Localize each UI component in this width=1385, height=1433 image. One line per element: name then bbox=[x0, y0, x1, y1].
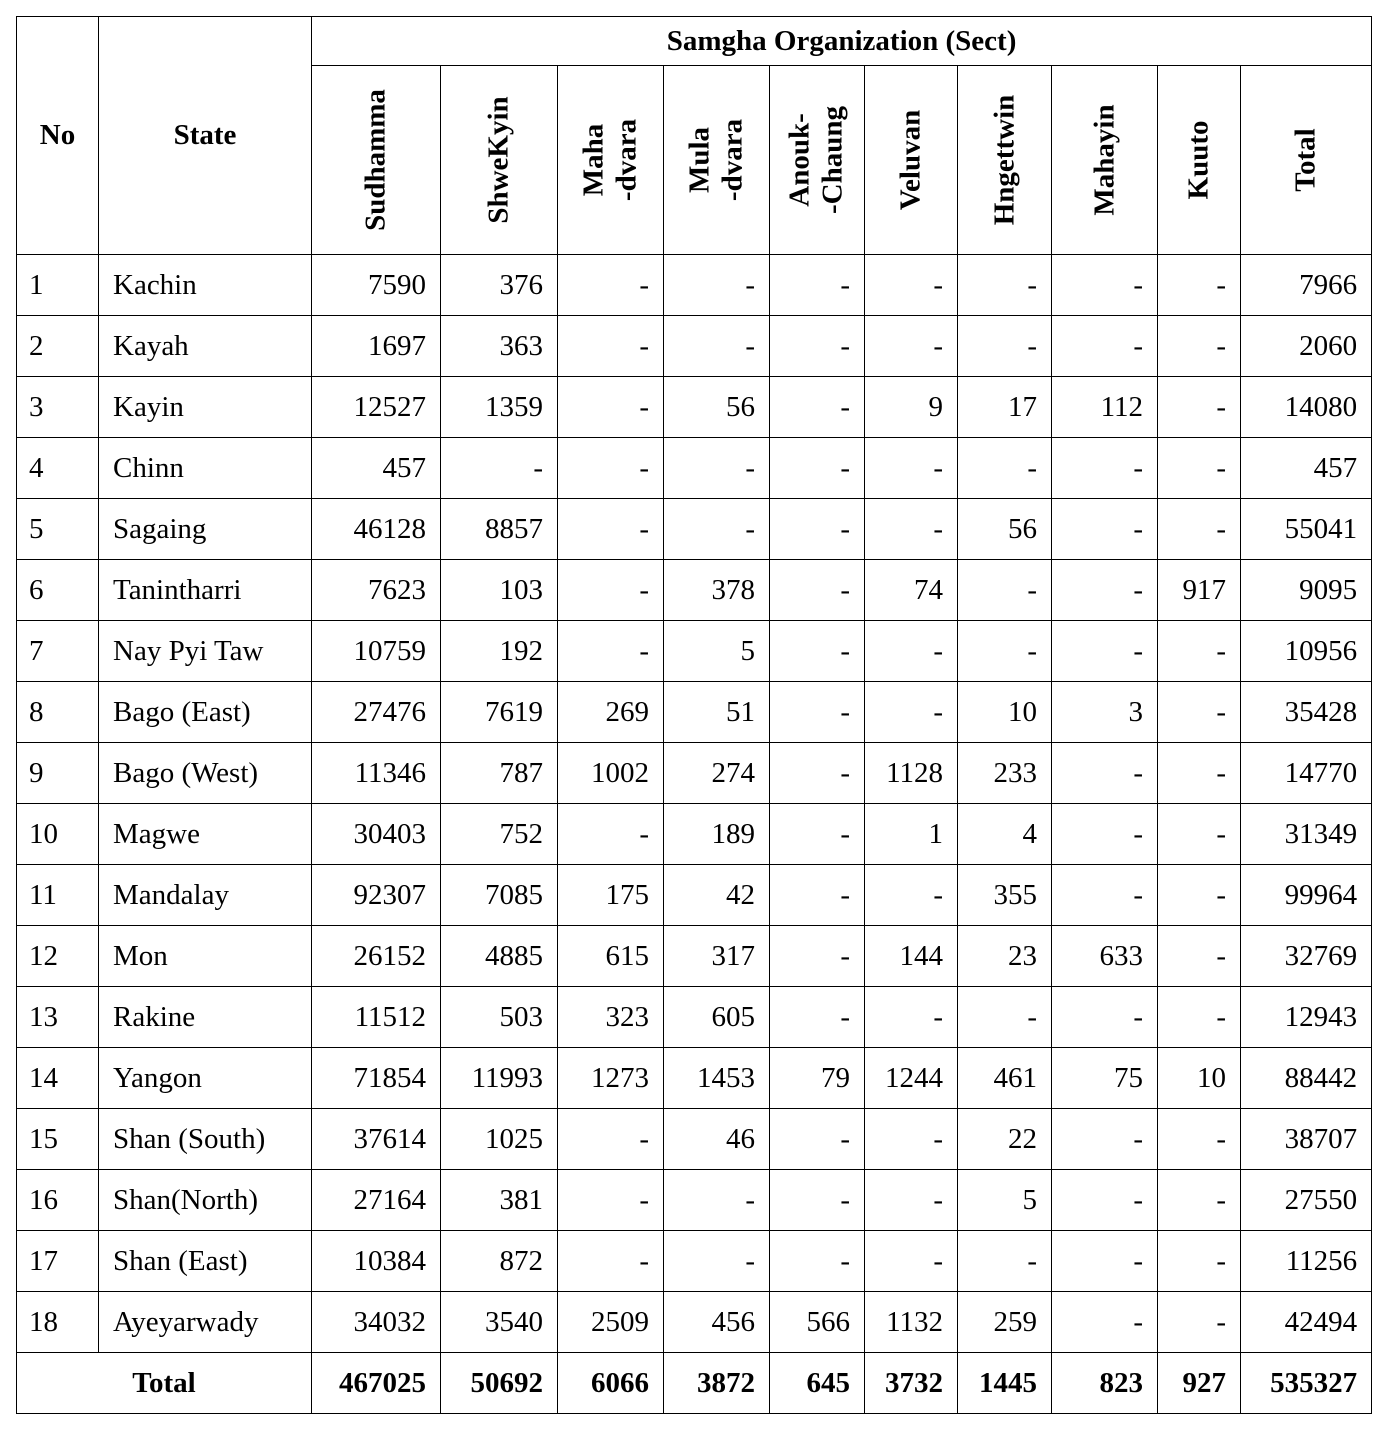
value-cell: - bbox=[958, 987, 1052, 1048]
table-row bbox=[17, 621, 1372, 682]
table-row bbox=[17, 255, 1372, 316]
value-cell: 8857 bbox=[441, 499, 558, 560]
value-cell: 787 bbox=[441, 743, 558, 804]
value-cell: 11256 bbox=[1241, 1231, 1372, 1292]
state-name: Ayeyarwady bbox=[99, 1292, 312, 1353]
table-row bbox=[17, 377, 1372, 438]
value-cell: - bbox=[958, 438, 1052, 499]
value-cell: - bbox=[1158, 1231, 1241, 1292]
total-value-cell: 50692 bbox=[441, 1353, 558, 1414]
table-body bbox=[17, 255, 1372, 1414]
state-header: State bbox=[99, 17, 312, 255]
state-name: Kachin bbox=[99, 255, 312, 316]
value-cell: 9095 bbox=[1241, 560, 1372, 621]
table-row bbox=[17, 865, 1372, 926]
value-cell: 378 bbox=[664, 560, 770, 621]
value-cell: - bbox=[558, 438, 664, 499]
value-cell: 2060 bbox=[1241, 316, 1372, 377]
value-cell: 1025 bbox=[441, 1109, 558, 1170]
sect-header-cell bbox=[1052, 66, 1158, 255]
value-cell: 99964 bbox=[1241, 865, 1372, 926]
value-cell: - bbox=[865, 316, 958, 377]
state-name: Bago (East) bbox=[99, 682, 312, 743]
value-cell: - bbox=[1158, 1170, 1241, 1231]
value-cell: - bbox=[770, 377, 865, 438]
total-value-cell: 535327 bbox=[1241, 1353, 1372, 1414]
value-cell: - bbox=[664, 255, 770, 316]
value-cell: - bbox=[1052, 499, 1158, 560]
value-cell: - bbox=[1052, 316, 1158, 377]
value-cell: - bbox=[1158, 804, 1241, 865]
value-cell: - bbox=[664, 499, 770, 560]
value-cell: - bbox=[865, 621, 958, 682]
value-cell: 92307 bbox=[312, 865, 441, 926]
value-cell: 10956 bbox=[1241, 621, 1372, 682]
value-cell: 12943 bbox=[1241, 987, 1372, 1048]
value-cell: - bbox=[958, 255, 1052, 316]
value-cell: 7623 bbox=[312, 560, 441, 621]
sect-header-label: Maha -dvara bbox=[577, 118, 643, 202]
value-cell: 1002 bbox=[558, 743, 664, 804]
state-name: Mon bbox=[99, 926, 312, 987]
row-number: 4 bbox=[17, 438, 99, 499]
value-cell: 3540 bbox=[441, 1292, 558, 1353]
value-cell: - bbox=[558, 804, 664, 865]
table-row bbox=[17, 1170, 1372, 1231]
value-cell: - bbox=[1158, 377, 1241, 438]
value-cell: 11346 bbox=[312, 743, 441, 804]
value-cell: - bbox=[558, 255, 664, 316]
state-name: Bago (West) bbox=[99, 743, 312, 804]
sect-statistics-table bbox=[16, 16, 1372, 1414]
value-cell: 74 bbox=[865, 560, 958, 621]
value-cell: - bbox=[558, 1109, 664, 1170]
value-cell: - bbox=[664, 1231, 770, 1292]
value-cell: 88442 bbox=[1241, 1048, 1372, 1109]
row-number: 18 bbox=[17, 1292, 99, 1353]
table-row bbox=[17, 987, 1372, 1048]
row-number: 11 bbox=[17, 865, 99, 926]
value-cell: - bbox=[1052, 743, 1158, 804]
value-cell: - bbox=[1052, 1170, 1158, 1231]
sect-header-label: Total bbox=[1289, 128, 1322, 192]
sect-header-cell bbox=[958, 66, 1052, 255]
value-cell: - bbox=[958, 621, 1052, 682]
value-cell: - bbox=[770, 255, 865, 316]
value-cell: 79 bbox=[770, 1048, 865, 1109]
value-cell: 30403 bbox=[312, 804, 441, 865]
total-value-cell: 6066 bbox=[558, 1353, 664, 1414]
value-cell: 55041 bbox=[1241, 499, 1372, 560]
value-cell: 12527 bbox=[312, 377, 441, 438]
state-name: Shan(North) bbox=[99, 1170, 312, 1231]
value-cell: 189 bbox=[664, 804, 770, 865]
value-cell: - bbox=[558, 1170, 664, 1231]
value-cell: - bbox=[1052, 865, 1158, 926]
value-cell: - bbox=[865, 987, 958, 1048]
value-cell: 566 bbox=[770, 1292, 865, 1353]
table-row bbox=[17, 743, 1372, 804]
table-row bbox=[17, 438, 1372, 499]
table-row bbox=[17, 804, 1372, 865]
table-row bbox=[17, 926, 1372, 987]
value-cell: 27476 bbox=[312, 682, 441, 743]
no-header: No bbox=[17, 17, 99, 255]
row-number: 17 bbox=[17, 1231, 99, 1292]
value-cell: 1 bbox=[865, 804, 958, 865]
value-cell: 872 bbox=[441, 1231, 558, 1292]
value-cell: - bbox=[664, 316, 770, 377]
value-cell: - bbox=[1052, 560, 1158, 621]
state-name: Shan (South) bbox=[99, 1109, 312, 1170]
row-number: 7 bbox=[17, 621, 99, 682]
table-row bbox=[17, 1231, 1372, 1292]
value-cell: 457 bbox=[312, 438, 441, 499]
value-cell: - bbox=[865, 255, 958, 316]
value-cell: - bbox=[1052, 621, 1158, 682]
value-cell: - bbox=[770, 1170, 865, 1231]
value-cell: - bbox=[770, 682, 865, 743]
value-cell: - bbox=[958, 560, 1052, 621]
value-cell: 363 bbox=[441, 316, 558, 377]
row-number: 10 bbox=[17, 804, 99, 865]
row-number: 3 bbox=[17, 377, 99, 438]
value-cell: - bbox=[558, 316, 664, 377]
value-cell: - bbox=[1158, 743, 1241, 804]
value-cell: - bbox=[558, 499, 664, 560]
value-cell: 1273 bbox=[558, 1048, 664, 1109]
value-cell: 376 bbox=[441, 255, 558, 316]
sect-header-cell bbox=[558, 66, 664, 255]
value-cell: 269 bbox=[558, 682, 664, 743]
value-cell: 192 bbox=[441, 621, 558, 682]
value-cell: 71854 bbox=[312, 1048, 441, 1109]
value-cell: 456 bbox=[664, 1292, 770, 1353]
value-cell: 46 bbox=[664, 1109, 770, 1170]
row-number: 5 bbox=[17, 499, 99, 560]
value-cell: 37614 bbox=[312, 1109, 441, 1170]
value-cell: 56 bbox=[664, 377, 770, 438]
value-cell: 103 bbox=[441, 560, 558, 621]
value-cell: - bbox=[958, 316, 1052, 377]
value-cell: - bbox=[1158, 987, 1241, 1048]
value-cell: 32769 bbox=[1241, 926, 1372, 987]
total-value-cell: 3872 bbox=[664, 1353, 770, 1414]
value-cell: 42494 bbox=[1241, 1292, 1372, 1353]
value-cell: - bbox=[441, 438, 558, 499]
table-row bbox=[17, 316, 1372, 377]
value-cell: - bbox=[1052, 1292, 1158, 1353]
value-cell: 7619 bbox=[441, 682, 558, 743]
value-cell: 26152 bbox=[312, 926, 441, 987]
value-cell: 175 bbox=[558, 865, 664, 926]
value-cell: 27550 bbox=[1241, 1170, 1372, 1231]
value-cell: - bbox=[1052, 255, 1158, 316]
sect-header-cell bbox=[865, 66, 958, 255]
state-name: Yangon bbox=[99, 1048, 312, 1109]
value-cell: 461 bbox=[958, 1048, 1052, 1109]
table-row bbox=[17, 682, 1372, 743]
value-cell: 11512 bbox=[312, 987, 441, 1048]
value-cell: - bbox=[558, 377, 664, 438]
value-cell: - bbox=[558, 621, 664, 682]
sect-header-cell bbox=[1158, 66, 1241, 255]
row-number: 13 bbox=[17, 987, 99, 1048]
value-cell: - bbox=[865, 499, 958, 560]
sect-header-label: Anouk- -Chaung bbox=[783, 106, 849, 214]
value-cell: 23 bbox=[958, 926, 1052, 987]
state-name: Chinn bbox=[99, 438, 312, 499]
value-cell: 7085 bbox=[441, 865, 558, 926]
value-cell: - bbox=[664, 1170, 770, 1231]
value-cell: - bbox=[558, 560, 664, 621]
sect-header-label: Mula -dvara bbox=[683, 118, 749, 202]
total-value-cell: 927 bbox=[1158, 1353, 1241, 1414]
value-cell: 1132 bbox=[865, 1292, 958, 1353]
value-cell: - bbox=[865, 438, 958, 499]
state-name: Kayin bbox=[99, 377, 312, 438]
value-cell: 51 bbox=[664, 682, 770, 743]
row-number: 1 bbox=[17, 255, 99, 316]
value-cell: 10 bbox=[1158, 1048, 1241, 1109]
total-label: Total bbox=[17, 1353, 312, 1414]
value-cell: - bbox=[770, 987, 865, 1048]
value-cell: 5 bbox=[664, 621, 770, 682]
value-cell: - bbox=[1158, 621, 1241, 682]
sect-header-cell bbox=[770, 66, 865, 255]
state-name: Rakine bbox=[99, 987, 312, 1048]
row-number: 9 bbox=[17, 743, 99, 804]
value-cell: 5 bbox=[958, 1170, 1052, 1231]
value-cell: 17 bbox=[958, 377, 1052, 438]
table-row bbox=[17, 1109, 1372, 1170]
value-cell: 317 bbox=[664, 926, 770, 987]
value-cell: - bbox=[1052, 438, 1158, 499]
value-cell: - bbox=[770, 926, 865, 987]
state-name: Tanintharri bbox=[99, 560, 312, 621]
value-cell: - bbox=[770, 438, 865, 499]
value-cell: 10384 bbox=[312, 1231, 441, 1292]
value-cell: 259 bbox=[958, 1292, 1052, 1353]
value-cell: - bbox=[1052, 1231, 1158, 1292]
value-cell: - bbox=[770, 1231, 865, 1292]
state-name: Sagaing bbox=[99, 499, 312, 560]
row-number: 8 bbox=[17, 682, 99, 743]
row-number: 15 bbox=[17, 1109, 99, 1170]
sect-header-label: ShweKyin bbox=[482, 96, 515, 224]
value-cell: - bbox=[770, 621, 865, 682]
sect-header-label: Kuuto bbox=[1182, 120, 1215, 200]
value-cell: - bbox=[558, 1231, 664, 1292]
row-number: 16 bbox=[17, 1170, 99, 1231]
value-cell: 10 bbox=[958, 682, 1052, 743]
value-cell: - bbox=[865, 1231, 958, 1292]
sect-header-cell bbox=[664, 66, 770, 255]
value-cell: - bbox=[1158, 1292, 1241, 1353]
value-cell: 31349 bbox=[1241, 804, 1372, 865]
state-name: Nay Pyi Taw bbox=[99, 621, 312, 682]
value-cell: 381 bbox=[441, 1170, 558, 1231]
value-cell: - bbox=[770, 804, 865, 865]
value-cell: 144 bbox=[865, 926, 958, 987]
value-cell: - bbox=[865, 682, 958, 743]
value-cell: 75 bbox=[1052, 1048, 1158, 1109]
row-number: 12 bbox=[17, 926, 99, 987]
value-cell: 38707 bbox=[1241, 1109, 1372, 1170]
value-cell: 56 bbox=[958, 499, 1052, 560]
table-row bbox=[17, 499, 1372, 560]
state-name: Mandalay bbox=[99, 865, 312, 926]
value-cell: 2509 bbox=[558, 1292, 664, 1353]
table-row bbox=[17, 1292, 1372, 1353]
samgha-organization-header: Samgha Organization (Sect) bbox=[312, 17, 1372, 66]
value-cell: 35428 bbox=[1241, 682, 1372, 743]
value-cell: - bbox=[1158, 255, 1241, 316]
sect-header-label: Sudhamma bbox=[359, 89, 392, 231]
value-cell: - bbox=[770, 743, 865, 804]
value-cell: 503 bbox=[441, 987, 558, 1048]
value-cell: 615 bbox=[558, 926, 664, 987]
value-cell: - bbox=[1052, 804, 1158, 865]
value-cell: 1128 bbox=[865, 743, 958, 804]
value-cell: 9 bbox=[865, 377, 958, 438]
value-cell: - bbox=[770, 316, 865, 377]
value-cell: 917 bbox=[1158, 560, 1241, 621]
total-value-cell: 645 bbox=[770, 1353, 865, 1414]
value-cell: - bbox=[1158, 865, 1241, 926]
value-cell: 10759 bbox=[312, 621, 441, 682]
value-cell: - bbox=[865, 1170, 958, 1231]
value-cell: - bbox=[1158, 499, 1241, 560]
sect-header-cell bbox=[312, 66, 441, 255]
value-cell: 355 bbox=[958, 865, 1052, 926]
value-cell: 11993 bbox=[441, 1048, 558, 1109]
sect-header-label: Veluvan bbox=[894, 109, 927, 211]
value-cell: 323 bbox=[558, 987, 664, 1048]
value-cell: - bbox=[865, 1109, 958, 1170]
value-cell: - bbox=[958, 1231, 1052, 1292]
total-value-cell: 3732 bbox=[865, 1353, 958, 1414]
state-name: Shan (East) bbox=[99, 1231, 312, 1292]
value-cell: 34032 bbox=[312, 1292, 441, 1353]
sect-header-label: Hngettwin bbox=[987, 94, 1020, 226]
row-number: 14 bbox=[17, 1048, 99, 1109]
value-cell: 752 bbox=[441, 804, 558, 865]
value-cell: 1453 bbox=[664, 1048, 770, 1109]
value-cell: 27164 bbox=[312, 1170, 441, 1231]
value-cell: 274 bbox=[664, 743, 770, 804]
value-cell: - bbox=[1158, 682, 1241, 743]
value-cell: 14770 bbox=[1241, 743, 1372, 804]
row-number: 6 bbox=[17, 560, 99, 621]
sect-header-label: Mahayin bbox=[1087, 104, 1120, 216]
value-cell: 4 bbox=[958, 804, 1052, 865]
value-cell: - bbox=[1158, 316, 1241, 377]
value-cell: - bbox=[770, 560, 865, 621]
value-cell: - bbox=[1158, 1109, 1241, 1170]
value-cell: - bbox=[770, 1109, 865, 1170]
value-cell: - bbox=[1052, 1109, 1158, 1170]
value-cell: 1244 bbox=[865, 1048, 958, 1109]
value-cell: 112 bbox=[1052, 377, 1158, 438]
value-cell: 233 bbox=[958, 743, 1052, 804]
value-cell: 14080 bbox=[1241, 377, 1372, 438]
total-value-cell: 1445 bbox=[958, 1353, 1052, 1414]
sect-header-cell bbox=[1241, 66, 1372, 255]
value-cell: - bbox=[770, 865, 865, 926]
total-row bbox=[17, 1353, 1372, 1414]
value-cell: 605 bbox=[664, 987, 770, 1048]
value-cell: 4885 bbox=[441, 926, 558, 987]
value-cell: 42 bbox=[664, 865, 770, 926]
total-value-cell: 823 bbox=[1052, 1353, 1158, 1414]
value-cell: 7590 bbox=[312, 255, 441, 316]
value-cell: - bbox=[770, 499, 865, 560]
value-cell: 633 bbox=[1052, 926, 1158, 987]
value-cell: - bbox=[664, 438, 770, 499]
sect-header-cell bbox=[441, 66, 558, 255]
value-cell: 7966 bbox=[1241, 255, 1372, 316]
table-row bbox=[17, 1048, 1372, 1109]
total-value-cell: 467025 bbox=[312, 1353, 441, 1414]
value-cell: 457 bbox=[1241, 438, 1372, 499]
state-name: Magwe bbox=[99, 804, 312, 865]
value-cell: 46128 bbox=[312, 499, 441, 560]
value-cell: 3 bbox=[1052, 682, 1158, 743]
value-cell: - bbox=[865, 865, 958, 926]
table-row bbox=[17, 560, 1372, 621]
value-cell: - bbox=[1158, 926, 1241, 987]
value-cell: - bbox=[1158, 438, 1241, 499]
row-number: 2 bbox=[17, 316, 99, 377]
value-cell: 22 bbox=[958, 1109, 1052, 1170]
state-name: Kayah bbox=[99, 316, 312, 377]
value-cell: 1697 bbox=[312, 316, 441, 377]
value-cell: 1359 bbox=[441, 377, 558, 438]
value-cell: - bbox=[1052, 987, 1158, 1048]
